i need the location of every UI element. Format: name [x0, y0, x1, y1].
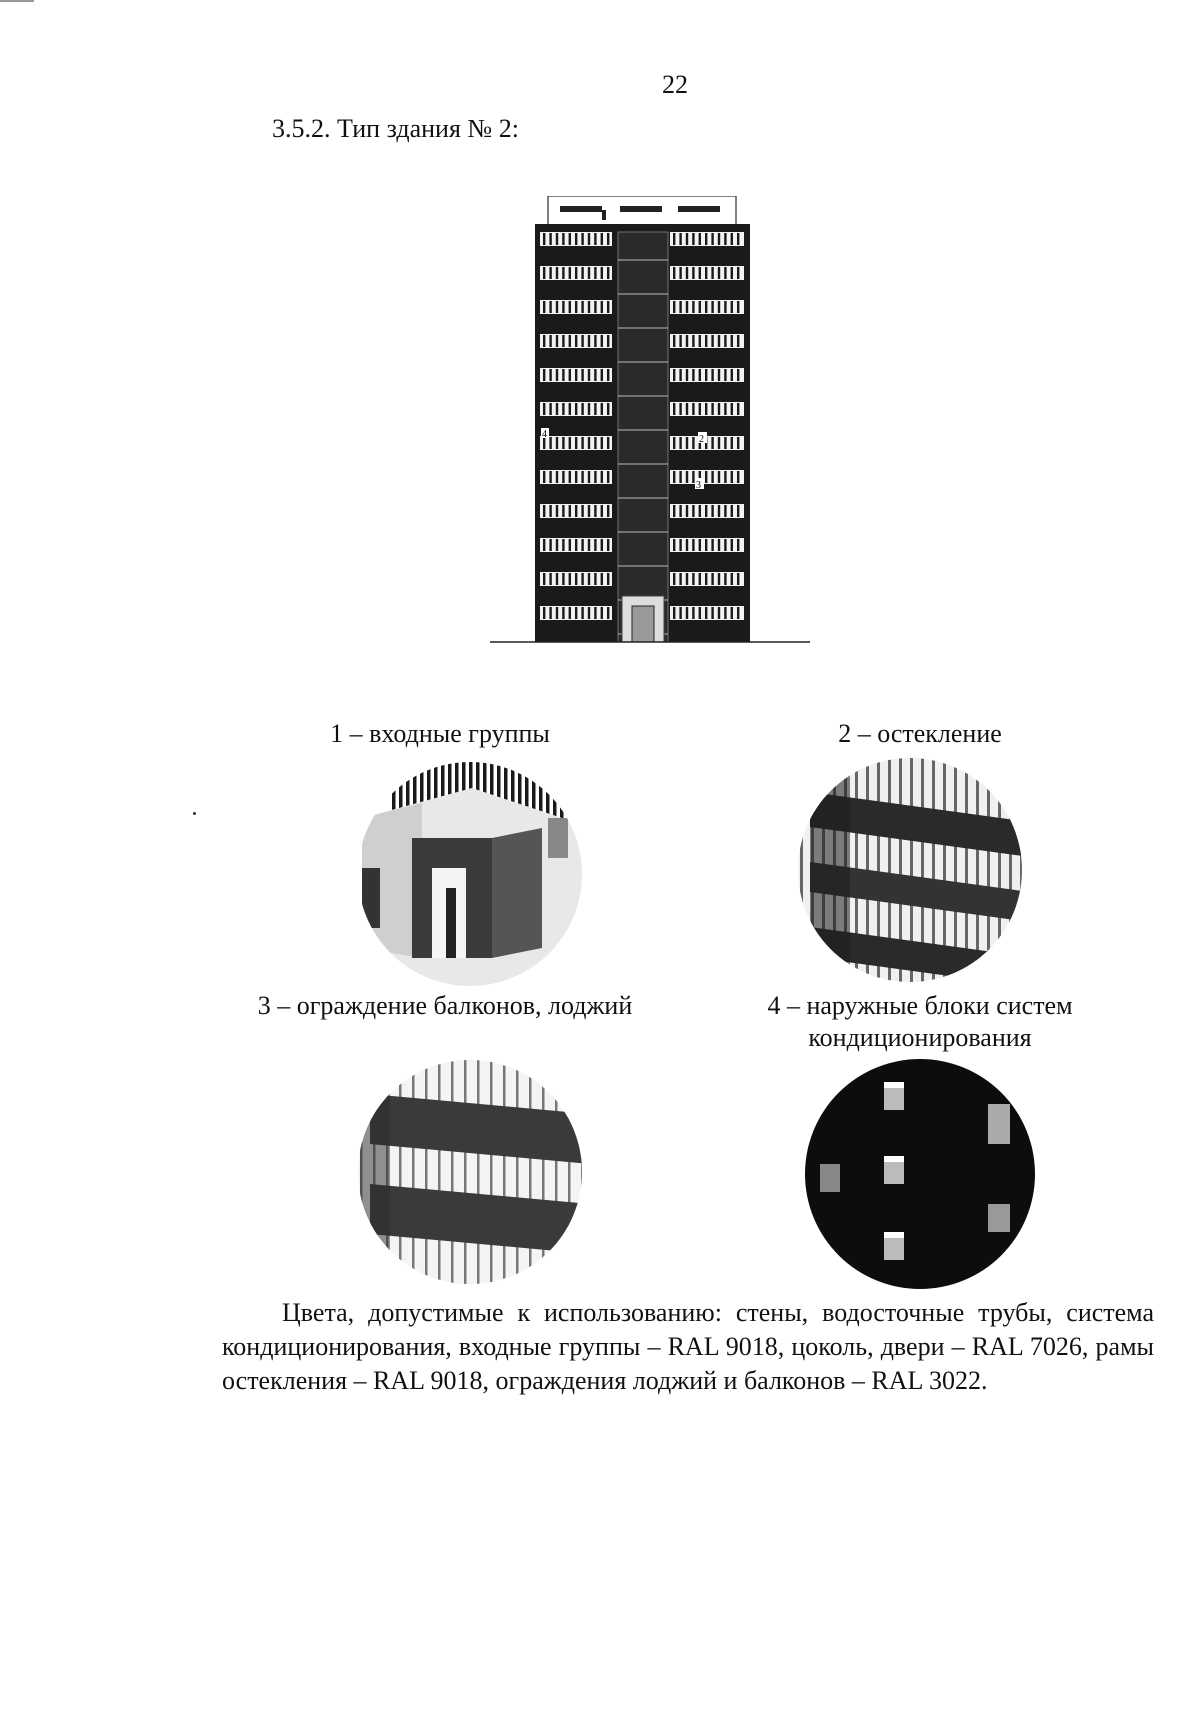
- section-heading: 3.5.2. Тип здания № 2:: [272, 114, 519, 143]
- entrance-detail-image: [352, 758, 592, 998]
- page-number: 22: [662, 70, 688, 99]
- marker-2-label: 2: [699, 434, 704, 445]
- marker-3-label: 3: [696, 480, 701, 491]
- glazing-detail-image: [790, 752, 1030, 992]
- building-elevation: [470, 196, 870, 696]
- building-elevation-drawing: [470, 196, 870, 696]
- scan-speck: [193, 812, 196, 815]
- caption-glazing: 2 – остекление: [838, 719, 1002, 748]
- caption-entrance-groups: 1 – входные группы: [330, 719, 550, 748]
- ac-units-detail-image: [800, 1054, 1040, 1294]
- marker-4-label: 4: [542, 429, 547, 440]
- colors-paragraph: Цвета, допустимые к использованию: стены, водосточные трубы, система кондиционирования, входные группы – RAL 9018, цоколь, двери – RAL 7026, рамы остекления – RAL 9018, ограждения лоджий и балконов – RAL 3022.: [222, 1298, 1154, 1395]
- scan-edge-line: [0, 0, 34, 2]
- railing-detail-image: [350, 1054, 590, 1294]
- caption-ac-units: 4 – наружные блоки систем кондиционирования: [767, 991, 1073, 1052]
- caption-balcony-railings: 3 – ограждение балконов, лоджий: [257, 991, 633, 1020]
